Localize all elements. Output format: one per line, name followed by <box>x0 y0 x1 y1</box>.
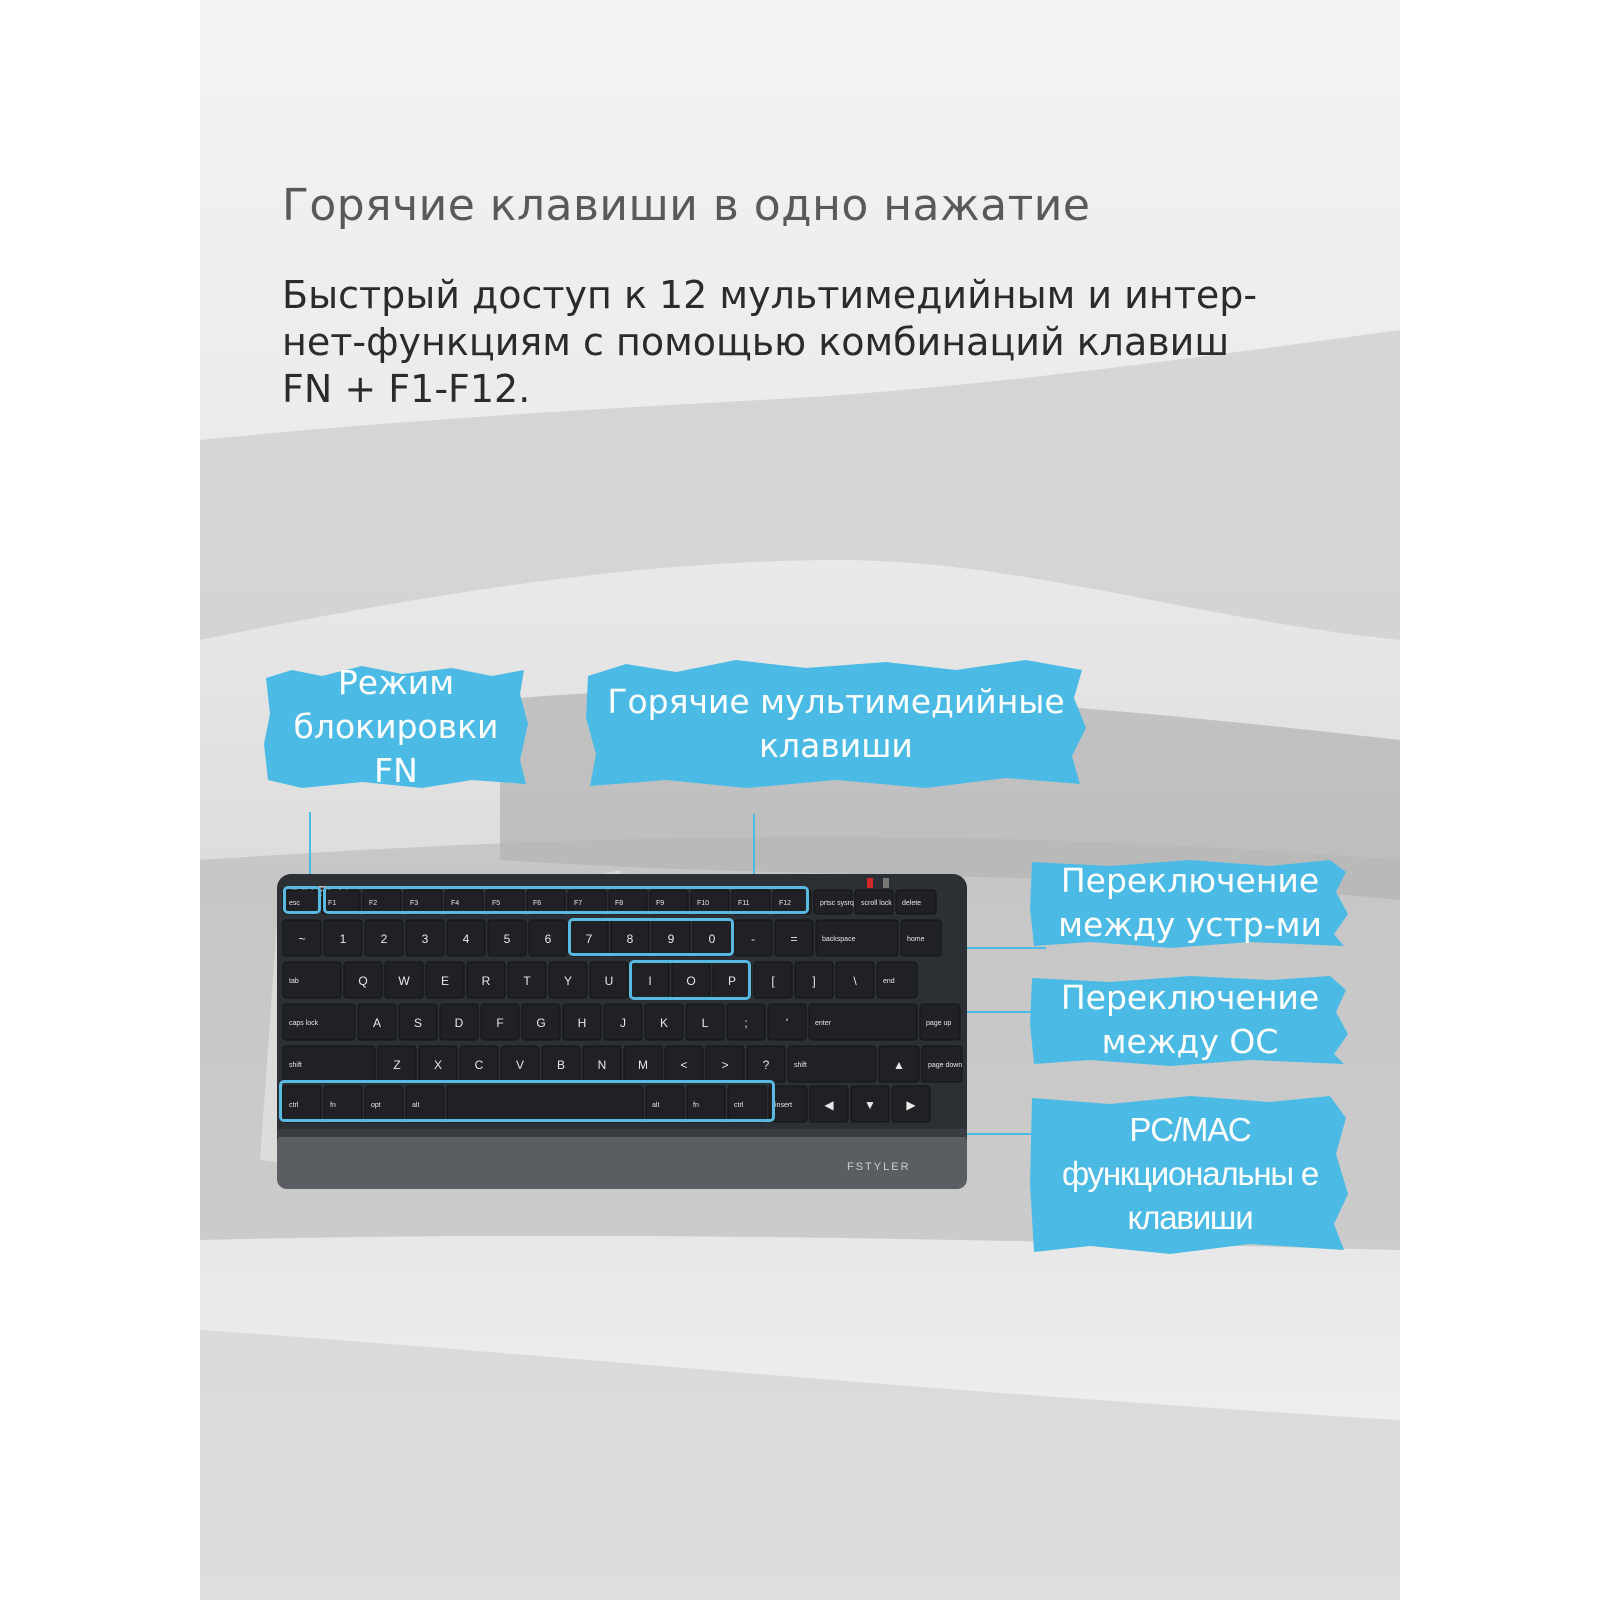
keyboard-key-label: R <box>481 974 491 988</box>
keyboard-key-label: prtsc sysrq <box>820 900 854 907</box>
status-led <box>867 878 873 888</box>
keyboard-key-label: O <box>686 974 696 988</box>
keyboard-key-label: opt <box>371 1102 381 1109</box>
highlight-function-row <box>323 886 809 914</box>
callout-hotkeys <box>586 658 1086 790</box>
keyboard-key-label: F7 <box>574 900 583 907</box>
keyboard-key-label: alt <box>412 1102 420 1109</box>
page-title: Горячие клавиши в одно нажатие <box>282 180 1091 231</box>
keyboard-key-label: fn <box>693 1102 699 1109</box>
keyboard-key-label: fn <box>330 1102 336 1109</box>
callout-os-switch-label: Переключение между ОС <box>1060 978 1320 1061</box>
keyboard-key-label: Q <box>358 974 368 988</box>
keyboard-key-label: F6 <box>533 900 542 907</box>
callout-fn-lock <box>262 664 530 790</box>
keyboard-key-label: ▼ <box>864 1098 876 1112</box>
keyboard-key-label: enter <box>815 1020 831 1027</box>
keyboard-key-label: U <box>604 974 614 988</box>
keyboard-key-label: 5 <box>503 932 511 946</box>
keyboard-key-label: L <box>701 1016 709 1030</box>
keyboard-key-label: F5 <box>492 900 501 907</box>
keyboard-key-label: Z <box>393 1058 401 1072</box>
keyboard-key-label: shift <box>289 1062 302 1069</box>
keyboard-key-label: 0 <box>708 932 716 946</box>
highlight-modifier-row <box>279 1080 775 1122</box>
keyboard-key-label: F12 <box>779 900 792 907</box>
keyboard-key-label: C <box>474 1058 484 1072</box>
keyboard-key-label: ▲ <box>893 1058 905 1072</box>
keyboard-key-label: I <box>648 974 652 988</box>
keyboard-key-label: F9 <box>656 900 665 907</box>
keyboard-key-label: F4 <box>451 900 460 907</box>
keyboard-key-label: alt <box>652 1102 660 1109</box>
keyboard-key-label: ] <box>812 974 816 988</box>
keyboard-key-label: end <box>883 978 895 985</box>
keyboard-key-label: ? <box>762 1058 770 1072</box>
keyboard-image <box>277 874 967 1189</box>
keyboard-key-label: M <box>638 1058 648 1072</box>
keyboard-key-label: ; <box>744 1016 748 1030</box>
keyboard-key-label: T <box>523 974 531 988</box>
callout-fn-lock-label: Режим блокировки FN <box>293 663 499 790</box>
keyboard-key-label: G <box>536 1016 546 1030</box>
callout-hotkeys-label: Горячие мультимедийные клавиши <box>607 682 1065 765</box>
keyboard-key-label: 4 <box>462 932 470 946</box>
keyboard-key-label: insert <box>775 1102 793 1109</box>
keyboard-key-label: 8 <box>626 932 634 946</box>
keyboard-key-label: home <box>907 936 925 943</box>
keyboard-key-label: J <box>620 1016 626 1030</box>
highlight-fn-lock-key <box>283 886 321 914</box>
keyboard-key-label: tab <box>289 978 299 985</box>
background-panel <box>200 0 1400 1600</box>
keyboard-key-label: 1 <box>339 932 347 946</box>
callout-os-switch <box>1030 974 1350 1066</box>
keyboard-key-label: 7 <box>585 932 593 946</box>
keyboard-key-label: B <box>556 1058 566 1072</box>
keyboard-key-label: Y <box>563 974 573 988</box>
keyboard-key-label: 6 <box>544 932 552 946</box>
keyboard-key-label: V <box>515 1058 525 1072</box>
keyboard-key-label: - <box>751 932 755 946</box>
keyboard-key-label: backspace <box>822 936 856 943</box>
keyboard-key-label: \ <box>853 974 857 988</box>
keyboard-key-label: N <box>597 1058 607 1072</box>
keyboard-key-label: F10 <box>697 900 710 907</box>
keyboard-key-label: F3 <box>410 900 419 907</box>
keyboard-key-label: page up <box>926 1020 952 1027</box>
keyboard-key-label: page down <box>928 1062 963 1069</box>
keyboard-key-label: 9 <box>667 932 675 946</box>
keyboard-key-label: A <box>372 1016 382 1030</box>
keyboard-key-label: S <box>413 1016 423 1030</box>
keyboard-key-label: ' <box>785 1016 789 1030</box>
keyboard-key-label: < <box>680 1058 688 1072</box>
highlight-device-keys <box>568 918 734 956</box>
keyboard-key-label: shift <box>794 1062 807 1069</box>
keyboard-key-label: F1 <box>328 900 337 907</box>
callout-pc-mac-label: PC/MAC функциональны е клавиши <box>1061 1111 1319 1236</box>
keyboard-key-label: W <box>398 974 410 988</box>
status-led <box>883 878 889 888</box>
keyboard-key-label: ctrl <box>289 1102 299 1109</box>
keyboard-key-label: E <box>440 974 450 988</box>
keyboard-key-label: ▶ <box>906 1098 916 1112</box>
keyboard-key-label: D <box>454 1016 464 1030</box>
keyboard-key-label: F11 <box>738 900 750 907</box>
keyboard-key-label: caps lock <box>289 1020 319 1027</box>
callout-device-switch <box>1030 858 1350 948</box>
keyboard-key-label: F <box>496 1016 504 1030</box>
page-subtitle: Быстрый доступ к 12 мультимедийным и интер-нет-функциям с помощью комбинаций клавиш FN + F1-F12. <box>282 273 1258 411</box>
callout-pc-mac <box>1030 1094 1350 1254</box>
keyboard-key-label: P <box>727 974 737 988</box>
keyboard-key-label: > <box>721 1058 729 1072</box>
keyboard-key-label: = <box>790 932 798 946</box>
keyboard-key-label: K <box>659 1016 669 1030</box>
keyboard-key-label: X <box>433 1058 443 1072</box>
keyboard-key-label: 2 <box>380 932 388 946</box>
keyboard-key-label: scroll lock <box>861 900 892 907</box>
keyboard-key-label: [ <box>771 974 775 988</box>
series-logo: FSTYLER <box>847 1161 911 1173</box>
keyboard-key-label: H <box>577 1016 587 1030</box>
keyboard-key-label: F8 <box>615 900 624 907</box>
keyboard-key-label: ctrl <box>734 1102 744 1109</box>
keyboard-key-label: ◀ <box>824 1098 834 1112</box>
keyboard-key-label: 3 <box>421 932 429 946</box>
keyboard-key-label: F2 <box>369 900 378 907</box>
highlight-os-keys <box>629 960 751 1000</box>
keyboard-key-label: ~ <box>298 932 306 946</box>
background-brush-strokes <box>200 0 1400 1600</box>
keyboard-key-label: delete <box>902 900 922 907</box>
keyboard-key-label: esc <box>289 900 300 907</box>
callout-device-switch-label: Переключение между устр-ми <box>1058 861 1322 944</box>
